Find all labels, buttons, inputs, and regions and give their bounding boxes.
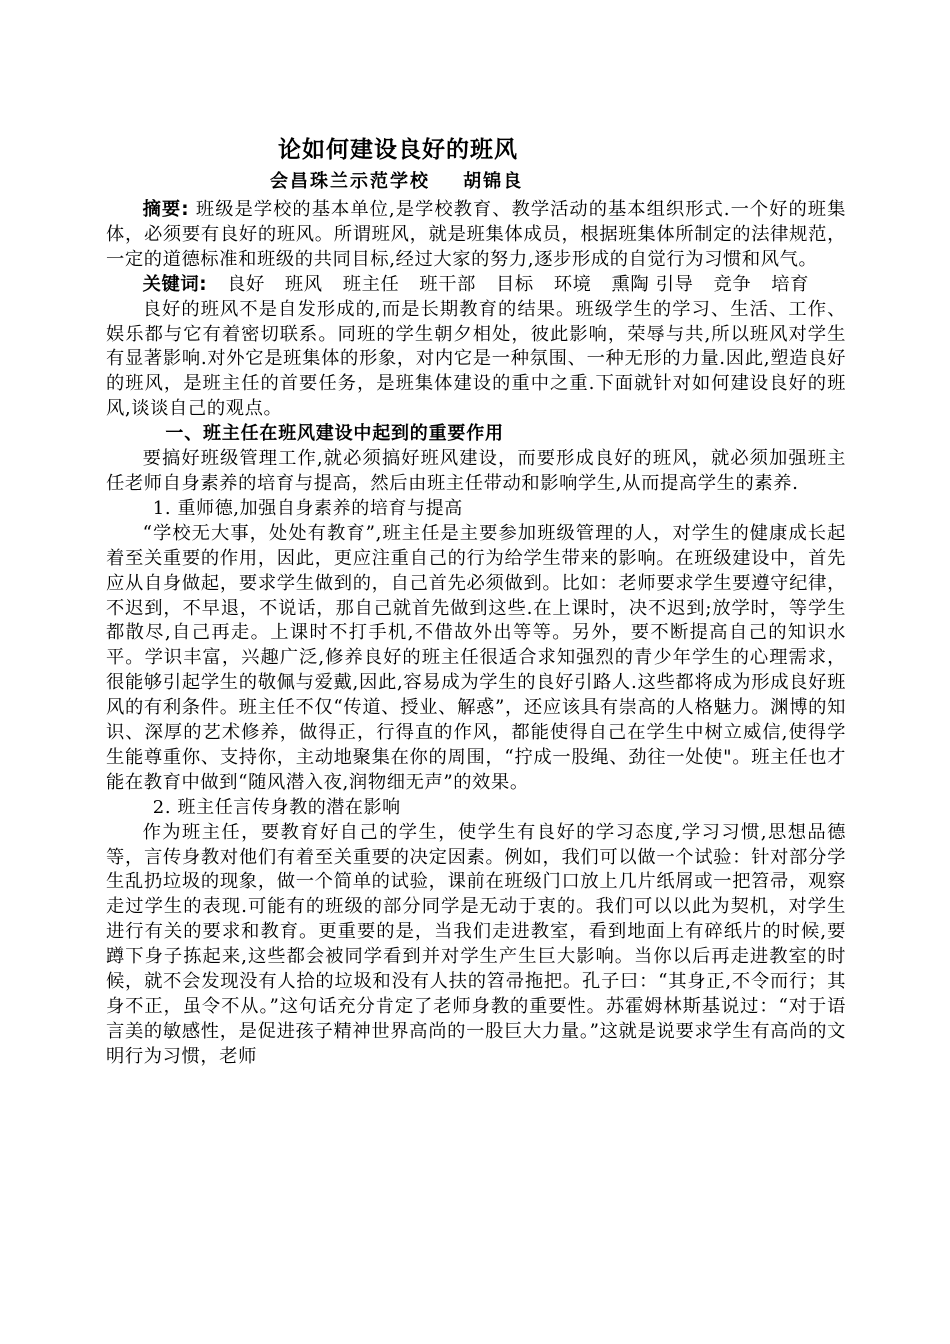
keyword: 竞争 [713, 273, 752, 295]
section-heading: 一、班主任在班风建设中起到的重要作用 [165, 423, 504, 445]
keyword: 班主任 [342, 273, 400, 295]
keyword: 目标 [496, 273, 534, 295]
keyword: 环境 [553, 273, 592, 295]
abstract-label: 摘要: [142, 199, 190, 220]
keyword: 班干部 [419, 273, 476, 295]
keyword: 熏陶 引导 [611, 273, 694, 295]
intro-paragraph: 良好的班风不是自发形成的,而是长期教育的结果。班级学生的学习、生活、工作、娱乐都与它有着密切联系。同班的学生朝夕相处，彼此影响，荣辱与共,所以班风对学生有显著影响.对外它是班集体的形象，对内它是一种氛围、一种无形的力量.因此,塑造良好的班风，是班主任的首要任务，是班集体建设的重中之重.下面就针对如何建设良好的班风,谈谈自己的观点。 [106, 298, 846, 420]
document-page [106, 132, 846, 1070]
author-line: 会昌珠兰示范学校 胡锦良 [270, 171, 524, 192]
keyword: 培育 [771, 273, 809, 295]
keyword: 班风 [284, 273, 323, 295]
keywords-label: 关键词: [142, 273, 208, 295]
abstract-paragraph [106, 198, 846, 273]
keywords-paragraph [106, 273, 846, 298]
subsection-heading-2: 2. 班主任言传身教的潜在影响 [152, 796, 401, 818]
document-title: 论如何建设良好的班风 [278, 137, 518, 163]
abstract-text: 班级是学校的基本单位,是学校教育、教学活动的基本组织形式.一个好的班集体，必须要有良好的班风。所谓班风，就是班集体成员，根据班集体所制定的法律规范，一定的道德标准和班级的共同目标,经过大家的努力,逐步形成的自觉行为习惯和风气。 [106, 199, 846, 270]
subsection-heading-1: 1. 重师德,加强自身素养的培育与提高 [152, 497, 463, 519]
subsection-paragraph-1: “学校无大事，处处有教育”,班主任是主要参加班级管理的人，对学生的健康成长起着至关重要的作用，因此，更应注重自己的行为给学生带来的影响。在班级建设中，首先应从自身做起，要求学生做到的，自己首先必须做到。比如：老师要求学生要遵守纪律，不迟到，不早退，不说话，那自己就首先做到这些.在上课时，决不迟到;放学时，等学生都散尽,自己再走。上课时不打手机,不借故外出等等。另外，要不断提高自己的知识水平。学识丰富，兴趣广泛,修养良好的班主任很适合求知强烈的青少年学生的心理需求，很能够引起学生的敬佩与爱戴,因此,容易成为学生的良好引路人.这些都将成为形成良好班风的有利条件。班主任不仅“传道、授业、解惑”，还应该具有崇高的人格魅力。渊博的知识、深厚的艺术修养，做得正，行得直的作风，都能使得自己在学生中树立威信,使得学生能尊重你、支持你，主动地聚集在你的周围，“拧成一股绳、劲往一处使"。班主任也才能在教育中做到“随风潜入夜,润物细无声”的效果。 [106, 522, 846, 793]
subsection-paragraph-2: 作为班主任，要教育好自己的学生，使学生有良好的学习态度,学习习惯,思想品德等，言传身教对他们有着至关重要的决定因素。例如，我们可以做一个试验：针对部分学生乱扔垃圾的现象，做一个简单的试验，课前在班级门口放上几片纸屑或一把笤帚，观察走过学生的表现.可能有的班级的部分同学是无动于衷的。我们可以以此为契机，对学生进行有关的要求和教育。更重要的是，当我们走进教室，看到地面上有碎纸片的时候,要蹲下身子拣起来,这些都会被同学看到并对学生产生巨大影响。当你以后再走进教室的时候，就不会发现没有人拾的垃圾和没有人扶的笤帚拖把。孔子曰：“其身正,不令而行；其身不正，虽令不从。”这句话充分肯定了老师身教的重要性。苏霍姆林斯基说过：“对于语言美的敏感性，是促进孩子精神世界高尚的一股巨大力量。”这就是说要求学生有高尚的文明行为习惯，老师 [106, 821, 846, 1067]
section-intro-paragraph: 要搞好班级管理工作,就必须搞好班风建设，而要形成良好的班风，就必须加强班主任老师自身素养的培育与提高，然后由班主任带动和影响学生,从而提高学生的素养. [106, 448, 846, 494]
keyword: 良好 [227, 273, 265, 295]
